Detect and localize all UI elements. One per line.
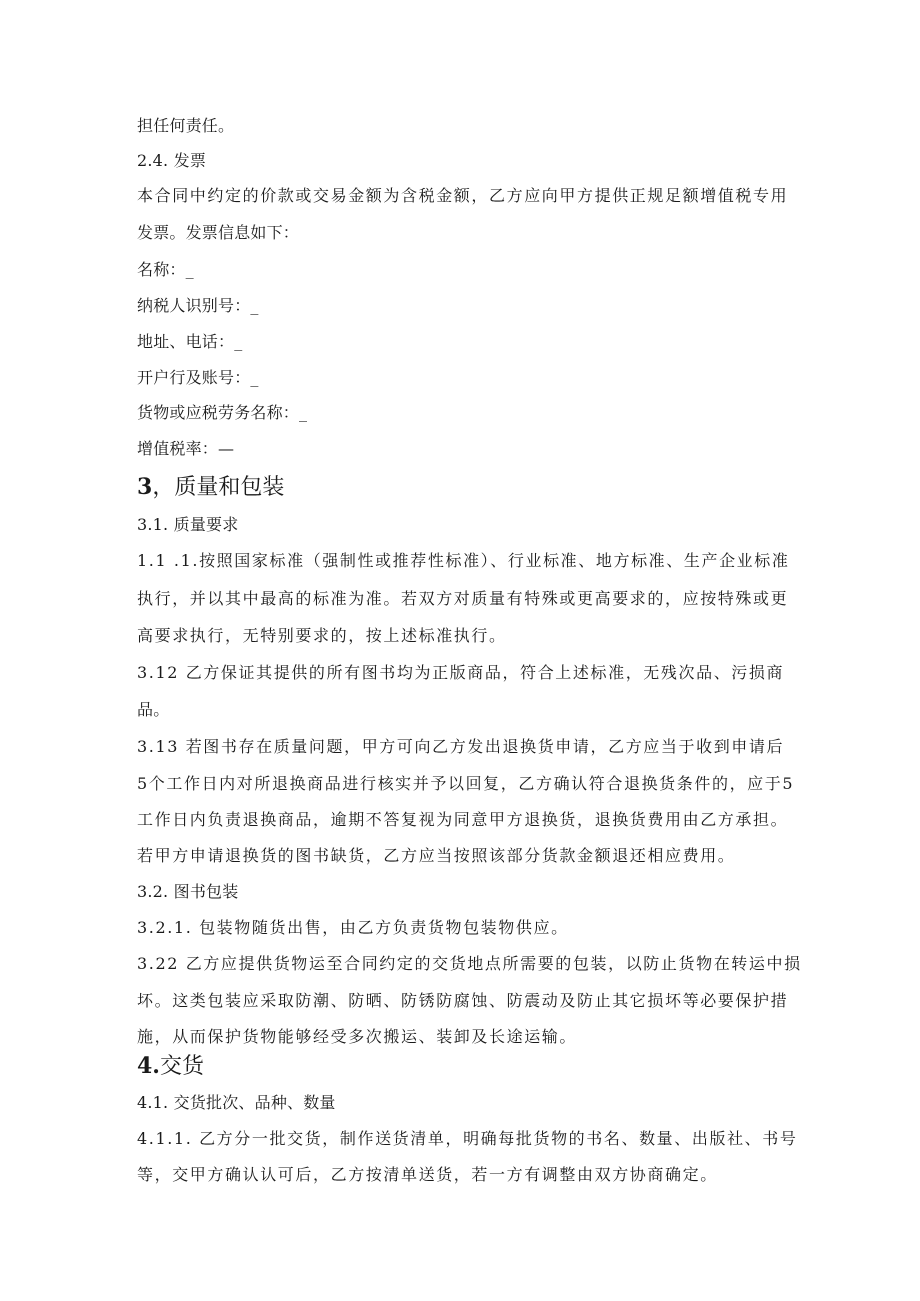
text-line: 4.1.1. 乙方分一批交货，制作送货清单，明确每批货物的书名、数量、出版社、书号 — [137, 1129, 798, 1148]
section-title: ，质量和包装 — [152, 475, 285, 500]
section-2-4-title: 2.4. 发票 — [137, 151, 207, 170]
section-3-2-title: 3.2. 图书包装 — [137, 882, 239, 901]
invoice-name-field: 名称：_ — [137, 260, 194, 279]
text-line: 3.13 若图书存在质量问题，甲方可向乙方发出退换货申请，乙方应当于收到申请后 — [137, 737, 785, 756]
text-line: 担任何责任。 — [137, 116, 235, 135]
text-line: 发票。发票信息如下： — [137, 223, 300, 242]
section-3-1-title: 3.1. 质量要求 — [137, 515, 239, 534]
text-line: 3.2.1. 包装物随货出售，由乙方负责货物包装物供应。 — [137, 918, 569, 937]
text-line: 1.1 .1.按照国家标准（强制性或推荐性标准）、行业标准、地方标准、生产企业标准 — [137, 551, 790, 570]
section-number: 3 — [137, 474, 153, 500]
text-line: 高要求执行，无特别要求的，按上述标准执行。 — [137, 626, 507, 645]
text-line: 坏。这类包装应采取防潮、防晒、防锈防腐蚀、防震动及防止其它损坏等必要保护措 — [137, 991, 789, 1010]
section-3-heading — [137, 473, 284, 502]
invoice-taxrate-field: 增值税率：— — [137, 439, 235, 458]
section-4-1-title: 4.1. 交货批次、品种、数量 — [137, 1093, 336, 1112]
text-line: 5个工作日内对所退换商品进行核实并予以回复，乙方确认符合退换货条件的，应于5 — [137, 774, 795, 793]
text-line: 3.22 乙方应提供货物运至合同约定的交货地点所需要的包装，以防止货物在转运中损 — [137, 954, 802, 973]
text-line: 施，从而保护货物能够经受多次搬运、装卸及长途运输。 — [137, 1027, 578, 1046]
section-title: 交货 — [159, 1054, 204, 1079]
text-line: 3.12 乙方保证其提供的所有图书均为正版商品，符合上述标准，无残次品、污损商 — [137, 663, 785, 682]
invoice-bank-field: 开户行及账号：_ — [137, 368, 259, 387]
text-line: 品。 — [137, 700, 170, 719]
section-4-heading — [137, 1052, 204, 1081]
invoice-goods-field: 货物或应税劳务名称：_ — [137, 403, 308, 422]
invoice-taxid-field: 纳税人识别号：_ — [137, 296, 259, 315]
text-line: 本合同中约定的价款或交易金额为含税金额，乙方应向甲方提供正规足额增值税专用 — [137, 186, 789, 205]
text-line: 执行，并以其中最高的标准为准。若双方对质量有特殊或更高要求的，应按特殊或更 — [137, 589, 789, 608]
text-line: 若甲方申请退换货的图书缺货，乙方应当按照该部分货款金额退还相应费用。 — [137, 846, 736, 865]
text-line: 工作日内负责退换商品，逾期不答复视为同意甲方退换货，退换货费用由乙方承担。 — [137, 810, 789, 829]
text-line: 等，交甲方确认认可后，乙方按清单送货，若一方有调整由双方协商确定。 — [137, 1165, 718, 1184]
invoice-address-field: 地址、电话：_ — [137, 332, 243, 351]
section-number: 4. — [137, 1053, 160, 1079]
